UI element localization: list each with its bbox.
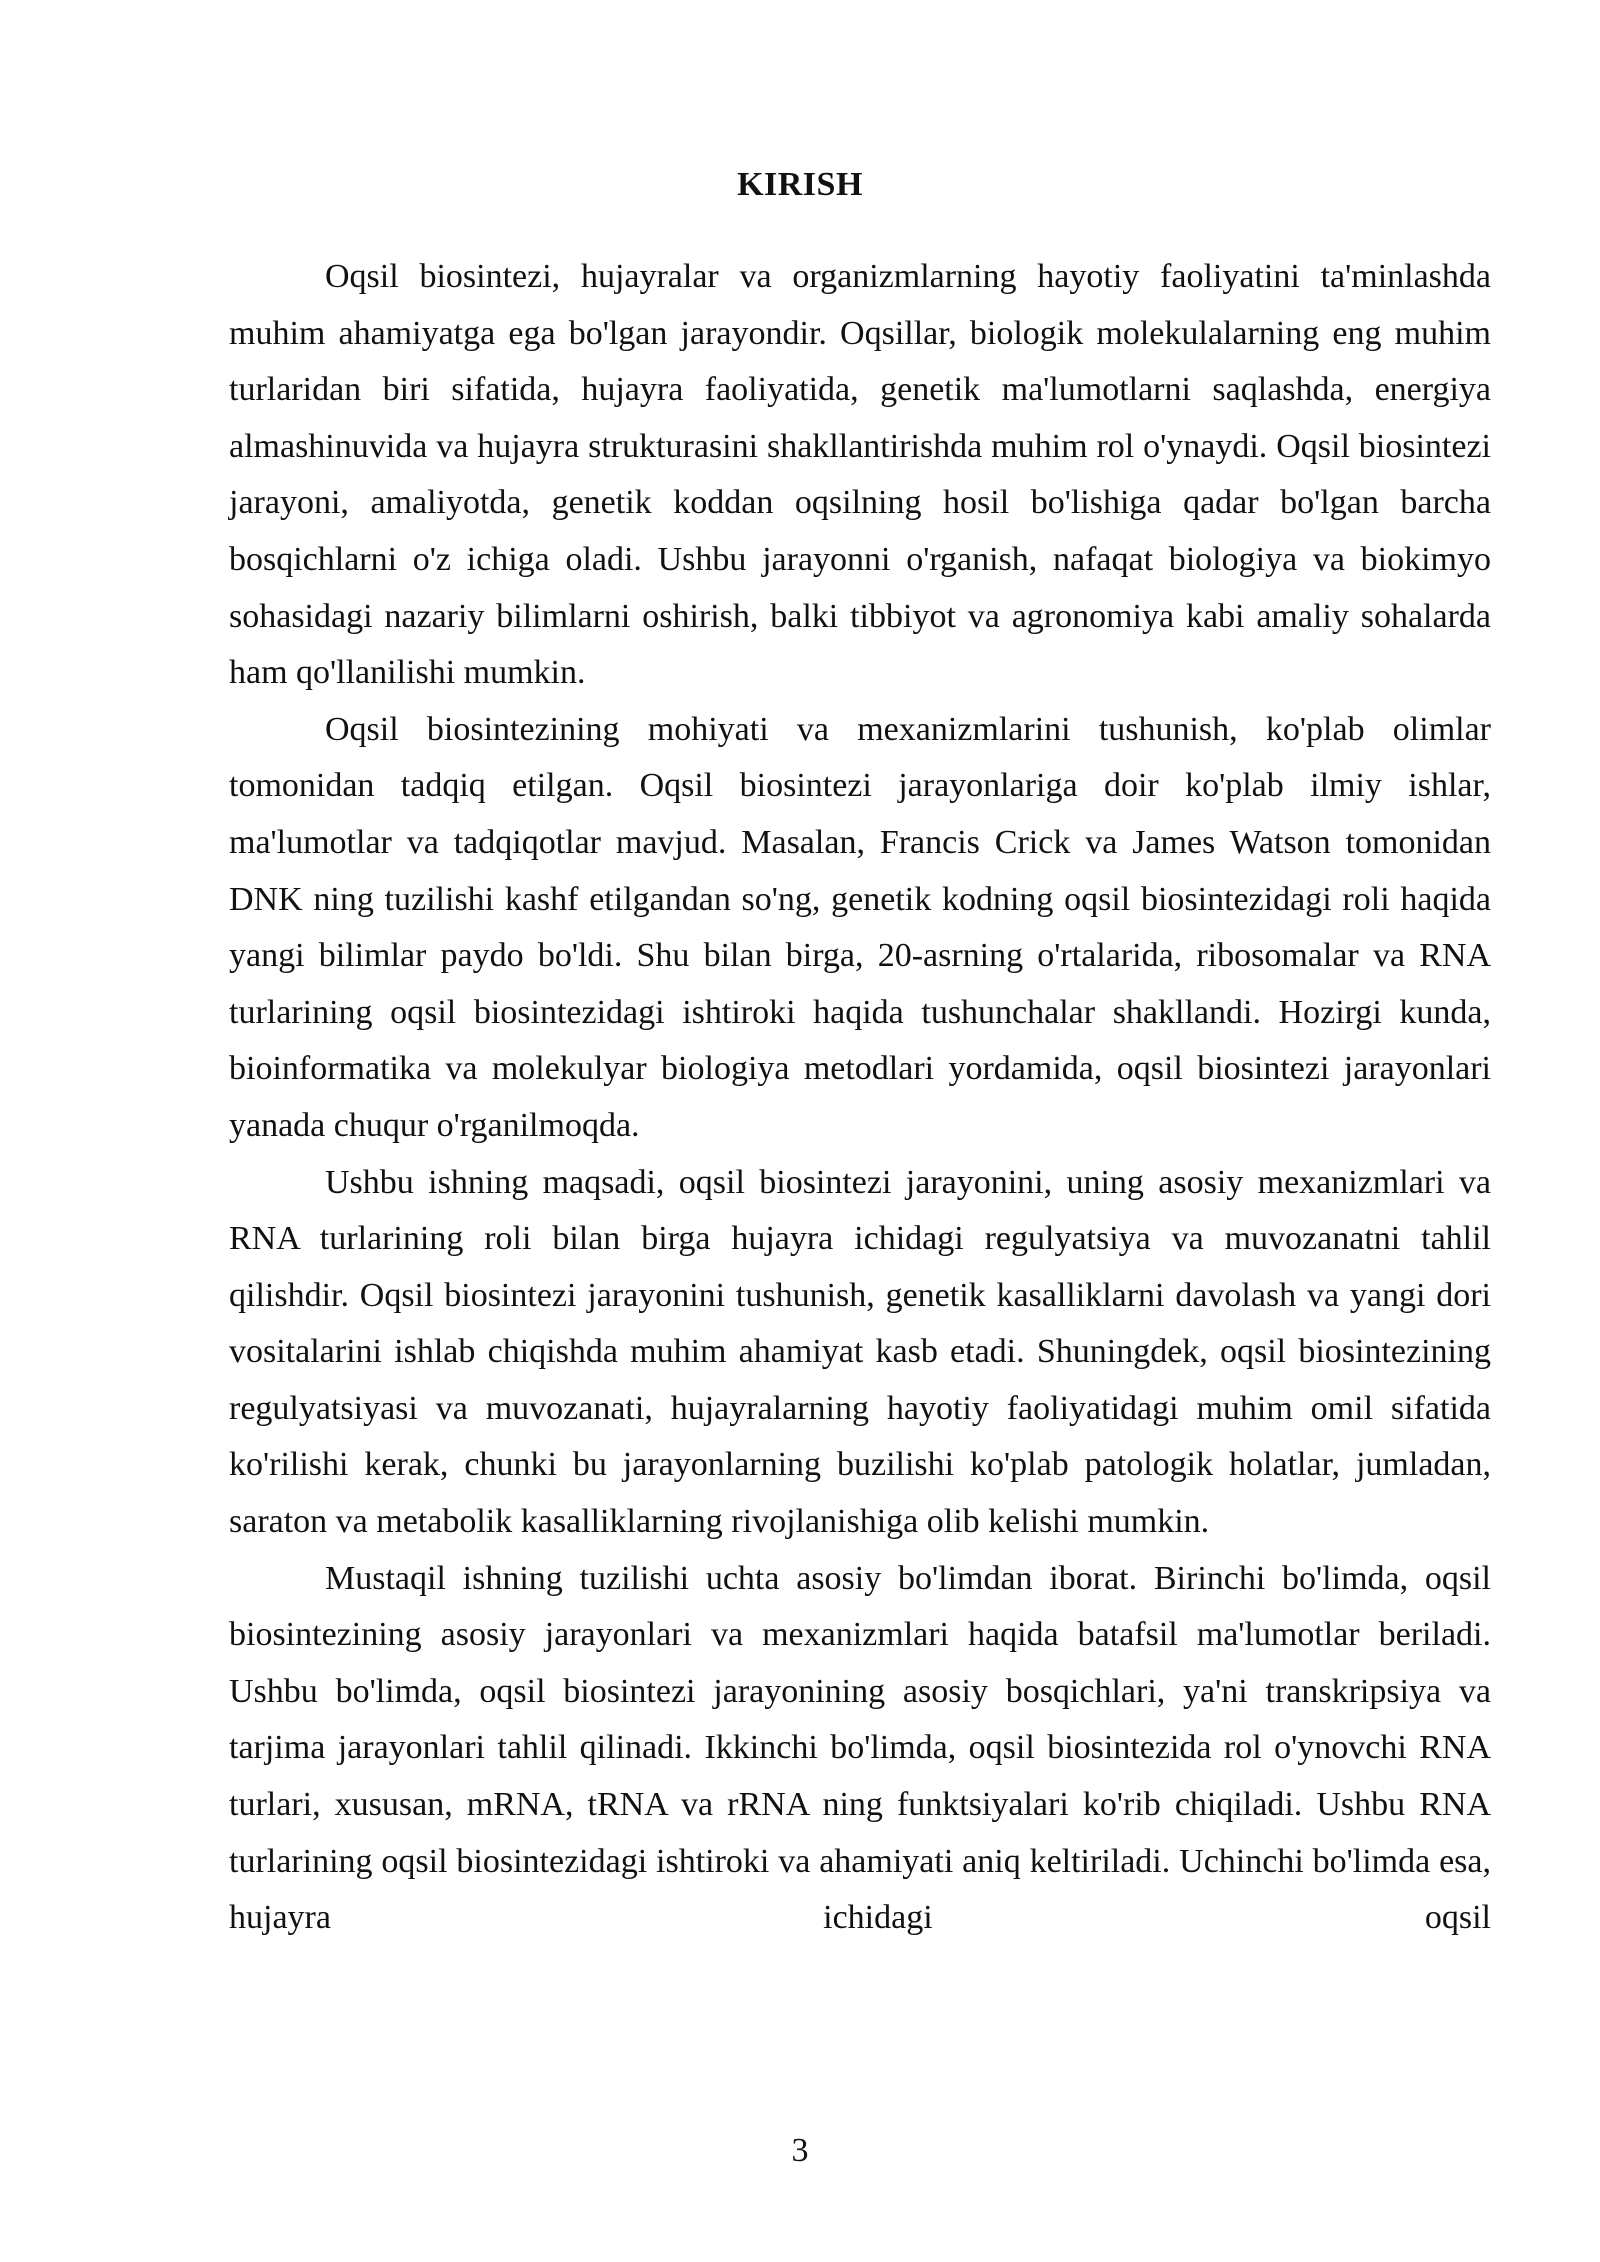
paragraph-aim: Ushbu ishning maqsadi, oqsil biosintezi jarayonini, uning asosiy mexanizmlari va RNA turlarining roli bilan birga hujayra ichidagi regulyatsiya va muvozanatni tahlil qilishdir. Oqsil biosintezi jarayonini tushunish, genetik kasalliklarni davolash va yangi dori vositalarini ishlab chiqishda muhim ahamiyat kasb etadi. Shuningdek, oqsil biosintezining regulyatsiyasi va muvozanati, hujayralarning hayotiy faoliyatidagi muhim omil sifatida ko'rilishi kerak, chunki bu jarayonlarning buzilishi ko'plab patologik holatlar, jumladan, saraton va metabolik kasalliklarning rivojlanishiga olib kelishi mumkin. <box>229 1163 1491 1541</box>
section-heading: KIRISH <box>737 166 863 203</box>
page-number: 3 <box>791 2132 809 2169</box>
paragraph-structure: Mustaqil ishning tuzilishi uchta asosiy bo'limdan iborat. Birinchi bo'limda, oqsil biosintezining asosiy jarayonlari va mexanizmlari haqida batafsil ma'lumotlar beriladi. Ushbu bo'limda, oqsil biosintezi jarayonining asosiy bosqichlari, ya'ni transkripsiya va tarjima jarayonlari tahlil qilinadi. Ikkinchi bo'limda, oqsil biosintezida rol o'ynovchi RNA turlari, xususan, mRNA, tRNA va rRNA ning funktsiyalari ko'rib chiqiladi. Ushbu RNA turlarining oqsil biosintezidagi ishtiroki va ahamiyati aniq keltiriladi. Uchinchi bo'limda esa, hujayra ichidagi oqsil <box>229 1559 1491 1937</box>
body-text <box>229 249 1491 1947</box>
paragraph-intro: Oqsil biosintezi, hujayralar va organizmlarning hayotiy faoliyatini ta'minlashda muhim ahamiyatga ega bo'lgan jarayondir. Oqsillar, biologik molekulalarning eng muhim turlaridan biri sifatida, hujayra faoliyatida, genetik ma'lumotlarni saqlashda, energiya almashinuvida va hujayra strukturasini shakllantirishda muhim rol o'ynaydi. Oqsil biosintezi jarayoni, amaliyotda, genetik koddan oqsilning hosil bo'lishiga qadar bo'lgan barcha bosqichlarni o'z ichiga oladi. Ushbu jarayonni o'rganish, nafaqat biologiya va biokimyo sohasidagi nazariy bilimlarni oshirish, balki tibbiyot va agronomiya kabi amaliy sohalarda ham qo'llanilishi mumkin. <box>229 258 1491 692</box>
paragraph-research-history: Oqsil biosintezining mohiyati va mexanizmlarini tushunish, ko'plab olimlar tomonidan tadqiq etilgan. Oqsil biosintezi jarayonlariga doir ko'plab ilmiy ishlar, ma'lumotlar va tadqiqotlar mavjud. Masalan, Francis Crick va James Watson tomonidan DNK ning tuzilishi kashf etilgandan so'ng, genetik kodning oqsil biosintezidagi roli haqida yangi bilimlar paydo bo'ldi. Shu bilan birga, 20-asrning o'rtalarida, ribosomalar va RNA turlarining oqsil biosintezidagi ishtiroki haqida tushunchalar shakllandi. Hozirgi kunda, bioinformatika va molekulyar biologiya metodlari yordamida, oqsil biosintezi jarayonlari yanada chuqur o'rganilmoqda. <box>229 710 1491 1144</box>
